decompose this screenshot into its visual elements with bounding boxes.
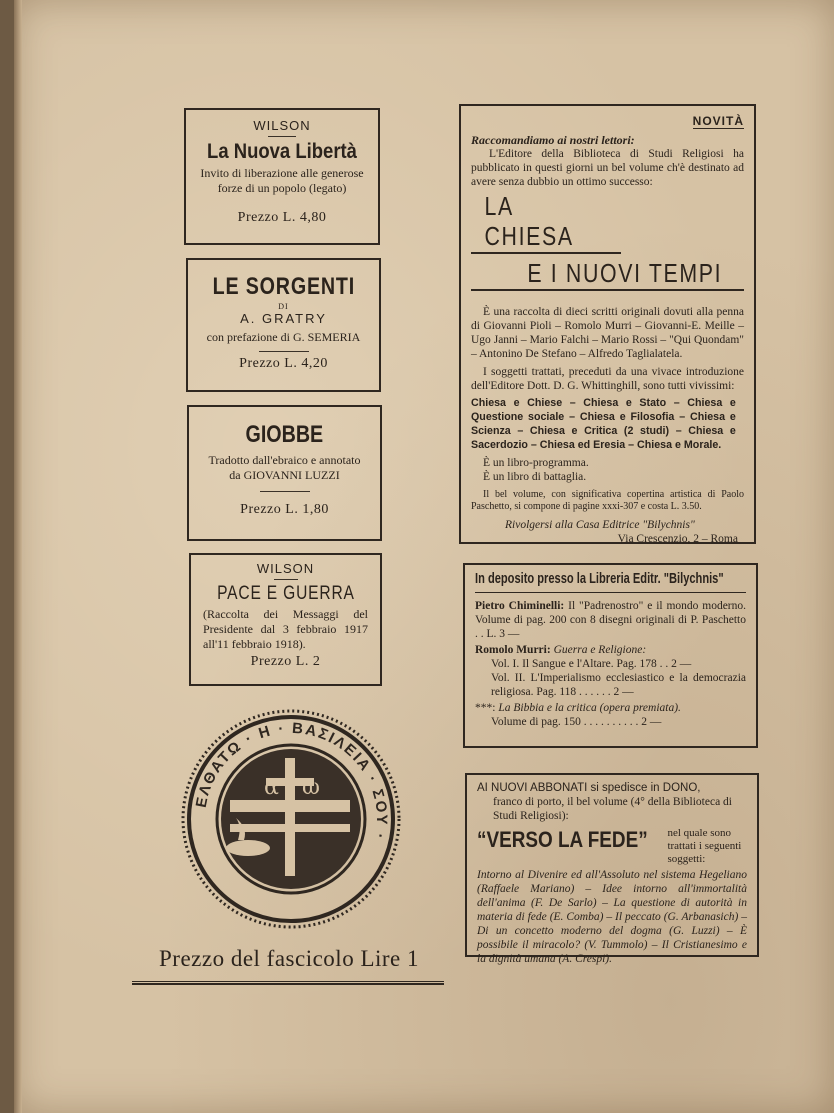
novita-para-3: I soggetti trattati, preceduti da una vivace introduzione dell'Editore Dott. D. G. Whittinghill, sono tutti vivissimi: [471, 366, 744, 392]
novita-topics: Chiesa e Chiese – Chiesa e Stato – Chiesa e Questione sociale – Chiesa e Filosofia – Chiesa e Scienza – Chiesa e Critica (2 studi) – Chiesa e Sacerdozio – Chiesa ed Eresia – Chiesa e Morale. [471, 397, 736, 451]
page-spine [14, 0, 22, 1113]
ad-nuovi-abbonati [465, 773, 759, 965]
deposito-entry-1-text: Il "Padrenostro" e il mondo moderno. Volume di pag. 200 con 8 disegni originali di P. Paschetto [475, 600, 747, 626]
novita-contact-2: Via Crescenzio, 2 – Roma [617, 533, 738, 545]
deposito-entry-2-author: Romolo Murri: [475, 644, 551, 656]
deposito-entry-2-title: Guerra e Religione: [553, 644, 647, 656]
deposito-entry-3-price: . . . . . . . . . . 2 — [583, 716, 662, 728]
abbonati-body: Intorno al Divenire ed all'Assoluto nel sistema Hegeliano (Raffaele Mariano) – Idee intorno all'immortalità dell'anima (F. De Sarlo) – La questione di autorità in materia di fede (E. Comba) – Il peccato (G. Arbanasich) – Di un concetto moderno del dogma (G. Luzzi) – È possibile il miracolo? (V. Tummolo) – Il Cristianesimo e la dignità umana (A. Crespi). [477, 869, 747, 965]
abbonati-title: “VERSO LA FEDE” [477, 827, 648, 852]
ad-desc: Invito di liberazione alle generose forze di un popolo (legato) [200, 166, 364, 195]
cross-vertical [285, 758, 295, 876]
emblem-ring-text: ΕΛΘΑΤΩ · Η · ΒΑΣΙΛΕΙΑ · ΣΟΥ · [192, 719, 391, 843]
novita-badge: NOVITÀ [692, 114, 744, 128]
abbonati-lead: AI NUOVI ABBONATI si spedisce in DONO, [477, 782, 701, 794]
deposito-entry-3-author: ***: [475, 702, 496, 714]
novita-para-2: È una raccolta di dieci scritti originali dovuti alla penna di Giovanni Pioli – Romolo Murri – Giovanni-E. Meille – Ugo Janni – Mario Falchi – Mario Rossi – "Qui Quondam" – Antonino De Stefano – Alfredo Taglialatela. [471, 306, 744, 360]
novita-para-1: L'Editore della Biblioteca di Studi Religiosi ha pubblicato in questi giorni un bel volume ch'è destinato ad avere senza dubbio un ottimo successo: [471, 148, 744, 188]
ad-le-sorgenti [186, 258, 381, 392]
abbonati-line-2: franco di porto, il bel volume (4° della Biblioteca di Studi Religiosi): [493, 796, 733, 822]
novita-line-1: È un libro-programma. [483, 457, 589, 469]
ad-price: Prezzo L. 4,80 [237, 210, 327, 225]
novita-title-1: LA CHIESA [484, 191, 574, 251]
novita-para-4: Il bel volume, con significativa copertina artistica di Paolo Paschetto, si compone di pagine xxxi-307 e costa L. 3.50. [471, 489, 744, 512]
footer-price: Prezzo del fascicolo Lire 1 [159, 946, 419, 971]
ad-author: WILSON [253, 118, 311, 133]
omega-glyph: ω [302, 775, 320, 800]
deposito-entry-1-price: . . L. 3 — [475, 628, 520, 640]
deposito-entry-2-vol-1: Vol. I. Il Sangue e l'Altare. Pag. 178 [491, 658, 657, 670]
ad-desc-2: da GIOVANNI LUZZI [229, 468, 340, 482]
deposito-entry-2-vol-1-price: . . 2 — [659, 658, 692, 670]
alpha-glyph: α [264, 775, 279, 800]
deposito-entry-2-vol-2-price: . . . . . . 2 — [579, 686, 634, 698]
deposito-entry-3-text: La Bibbia e la critica (opera premiata). [498, 702, 681, 714]
ad-title: PACE E GUERRA [216, 583, 355, 604]
ad-price: Prezzo L. 1,80 [240, 502, 329, 517]
ad-giobbe [187, 405, 382, 541]
ad-title: La Nuova Libertà [207, 140, 357, 163]
ad-author: A. GRATRY [240, 311, 327, 326]
lamp-icon [226, 840, 270, 856]
ad-desc: (Raccolta dei Messaggi del Presidente dal 3 febbraio 1917 all'11 febbraio 1918). [203, 607, 368, 651]
deposito-entry-1-author: Pietro Chiminelli: [475, 600, 565, 612]
ad-author: WILSON [256, 561, 315, 576]
novita-title-2: E I NUOVI TEMPI [527, 258, 723, 288]
divider [259, 351, 309, 352]
ad-title: LE SORGENTI [212, 273, 355, 300]
ad-pace-e-guerra [189, 553, 382, 686]
deposito-entry-3-vol: Volume di pag. 150 [491, 716, 581, 728]
ad-title: GIOBBE [245, 421, 324, 448]
divider [274, 579, 298, 580]
ad-la-chiesa [459, 104, 756, 544]
ad-di: DI [278, 302, 289, 311]
ad-price: Prezzo L. 4,20 [239, 356, 328, 371]
ad-deposito [463, 563, 758, 748]
novita-intro: Raccomandiamo ai nostri lettori: [471, 133, 635, 147]
ad-price: Prezzo L. 2 [250, 654, 321, 669]
footer-rule [132, 981, 444, 985]
divider [260, 491, 310, 492]
ad-preface: con prefazione di G. SEMERIA [206, 330, 361, 344]
ad-nuova-liberta [184, 108, 380, 245]
novita-contact-1: Rivolgersi alla Casa Editrice "Bilychnis" [505, 519, 695, 531]
novita-line-2: È un libro di battaglia. [483, 471, 587, 483]
bilychnis-emblem [178, 708, 404, 930]
deposito-heading: In deposito presso la Libreria Editr. "Bilychnis" [475, 570, 724, 587]
abbonati-after-title: nel quale sono trattati i seguenti soggetti: [667, 827, 742, 865]
divider [268, 136, 296, 137]
ad-desc-1: Tradotto dall'ebraico e annotato [208, 453, 361, 467]
deposito-entry-2-vol-2: Vol. II. L'Imperialismo ecclesiastico e la democrazia religiosa. Pag. 118 [491, 672, 746, 698]
